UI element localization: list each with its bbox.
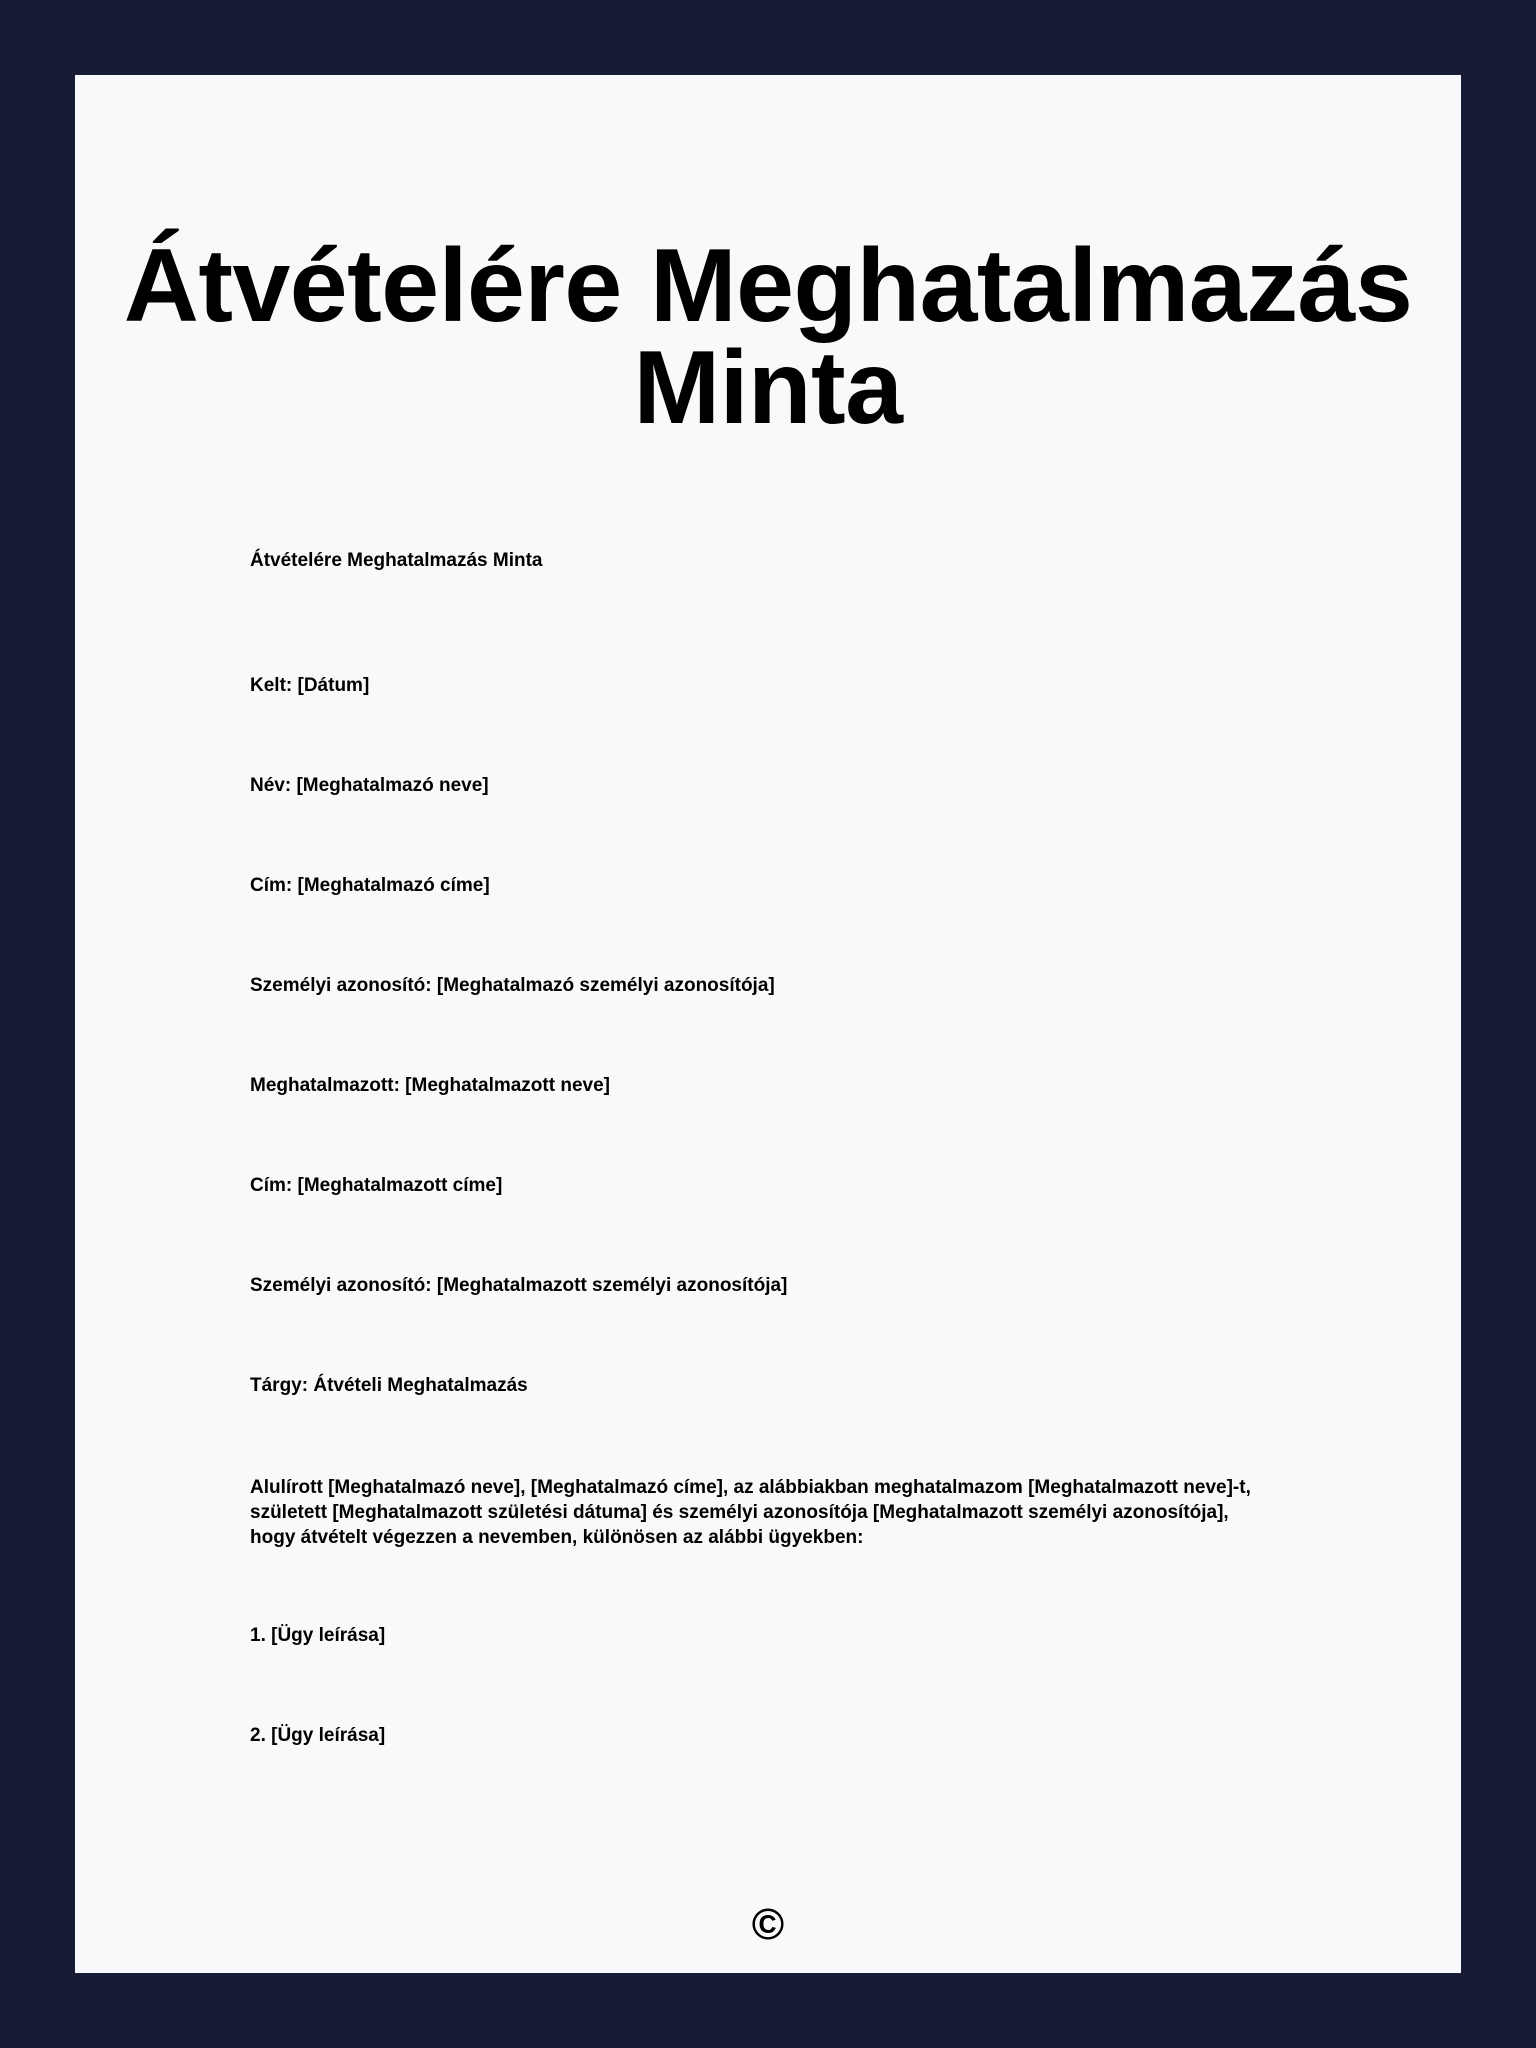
body-paragraph: Alulírott [Meghatalmazó neve], [Meghatalmazó címe], az alábbiakban meghatalmazom [Meghatalmazott neve]-t, született [Meghatalmazott születési dátuma] és személyi azonosítója [Meghatalmazott személyi azonosítója], hogy átvételt végezzen a nevemben, különösen az alábbi ügyekben: [250, 1477, 1251, 1548]
field-agent-name: Meghatalmazott: [Meghatalmazott neve] [250, 1075, 610, 1096]
document-subtitle: Átvételére Meghatalmazás Minta [250, 550, 543, 571]
list-item: 2. [Ügy leírása] [250, 1725, 386, 1746]
list-item: 1. [Ügy leírása] [250, 1625, 386, 1646]
document-title [0, 228, 1536, 446]
copyright-icon: © [751, 1900, 785, 1949]
field-agent-address: Cím: [Meghatalmazott címe] [250, 1175, 503, 1196]
field-subject: Tárgy: Átvételi Meghatalmazás [250, 1375, 528, 1396]
field-principal-address: Cím: [Meghatalmazó címe] [250, 875, 490, 896]
field-agent-id: Személyi azonosító: [Meghatalmazott személyi azonosítója] [250, 1275, 788, 1296]
field-principal-id: Személyi azonosító: [Meghatalmazó személyi azonosítója] [250, 975, 775, 996]
field-date: Kelt: [Dátum] [250, 675, 370, 696]
field-principal-name: Név: [Meghatalmazó neve] [250, 775, 489, 796]
document-title-text: Átvételére Meghatalmazás Minta [123, 228, 1413, 446]
